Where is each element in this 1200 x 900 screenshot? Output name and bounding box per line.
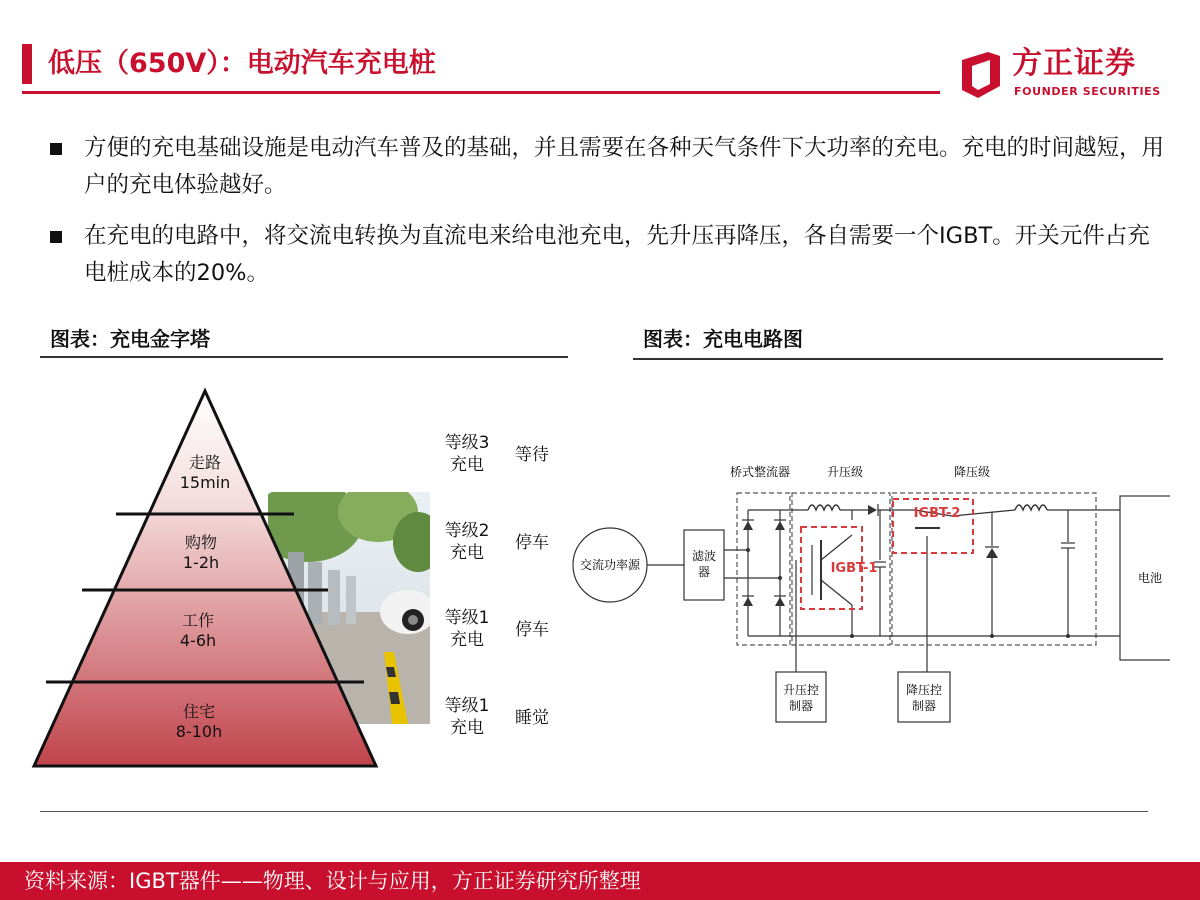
square-bullet-icon [50,231,62,243]
rectifier-diode [775,521,785,530]
square-bullet-icon [50,143,62,155]
buck-inductor-icon [1015,505,1047,510]
charging-rank [439,432,495,476]
logo-wordmark-cn: 方正证券 [1012,46,1136,81]
logo-wordmark-en: FOUNDER SECURITIES [1014,85,1161,98]
level-place: 购物 [184,533,217,552]
rank-level: 等级1 [444,696,490,716]
pyramid-level-3 [138,611,258,651]
buck-controller-label: 制器 [911,699,937,713]
level-duration: 1-2h [182,553,220,572]
title-underline [22,91,940,94]
ac-source-label: 交流功率源 [579,558,641,572]
freewheel-diode [986,548,998,558]
pyramid-level-2 [141,533,261,573]
charging-action: 停车 [515,620,549,640]
bullet-item [46,130,1166,204]
buck-controller-box [898,672,950,722]
level-duration: 4-6h [179,631,217,650]
rectifier-diode [743,521,753,530]
charging-rank [439,607,495,651]
source-text: 资料来源：IGBT器件——物理、设计与应用，方正证券研究所整理 [24,869,641,893]
rectifier-diode [775,597,785,606]
charging-action: 睡觉 [515,708,549,728]
charging-circuit-diagram [570,455,1170,735]
igbt1-label: IGBT-1 [830,561,878,576]
bottom-divider [40,811,1148,812]
bullet-text: 方便的充电基础设施是电动汽车普及的基础，并且需要在各种天气条件下大功率的充电。充电的时间越短，用户的充电体验越好。 [84,135,1165,198]
level-place: 工作 [181,611,214,630]
boost-inductor-icon [808,505,840,510]
figure-left-rule [40,356,568,358]
battery-label: 电池 [1137,571,1163,585]
pyramid-level-4 [139,702,259,742]
igbt2-label: IGBT-2 [913,506,961,521]
pyramid-level-1 [145,453,265,493]
bullet-list [46,130,1166,306]
figure-left-label: 图表：充电金字塔 [50,327,210,351]
buck-controller-label: 降压控 [905,683,943,697]
bridge-label: 桥式整流器 [729,465,791,479]
filter-label: 器 [697,565,711,579]
level-duration: 15min [179,473,231,492]
level-place: 走路 [188,453,221,472]
rank-unit: 充电 [450,543,484,563]
boost-controller-box [776,672,826,722]
figure-right-rule [633,358,1163,360]
bridge-stage-box [737,493,790,645]
figure-right-label: 图表：充电电路图 [643,327,803,351]
title-accent-bar [22,44,32,84]
charging-action: 等待 [515,445,549,465]
filter-label: 滤波 [691,549,717,563]
source-footer [0,862,1200,900]
rank-level: 等级3 [444,433,490,453]
boost-diode [868,505,877,515]
page-title: 低压（650V）：电动汽车充电桩 [48,48,436,79]
buck-label: 降压级 [953,465,991,479]
bullet-item [46,218,1166,292]
rank-unit: 充电 [450,455,484,475]
boost-controller-label: 制器 [788,699,814,713]
charging-action: 停车 [515,533,549,553]
rectifier-diode [743,597,753,606]
level-place: 住宅 [182,702,215,721]
charging-rank [439,520,495,564]
rank-level: 等级2 [444,521,490,541]
rank-unit: 充电 [450,630,484,650]
charging-rank [439,695,495,739]
boost-label: 升压级 [826,465,864,479]
level-duration: 8-10h [175,722,223,741]
rank-unit: 充电 [450,718,484,738]
bullet-text: 在充电的电路中，将交流电转换为直流电来给电池充电，先升压再降压，各自需要一个IGBT。开关元件占充电桩成本的20%。 [84,223,1150,286]
rank-level: 等级1 [444,608,490,628]
boost-controller-label: 升压控 [782,683,820,697]
